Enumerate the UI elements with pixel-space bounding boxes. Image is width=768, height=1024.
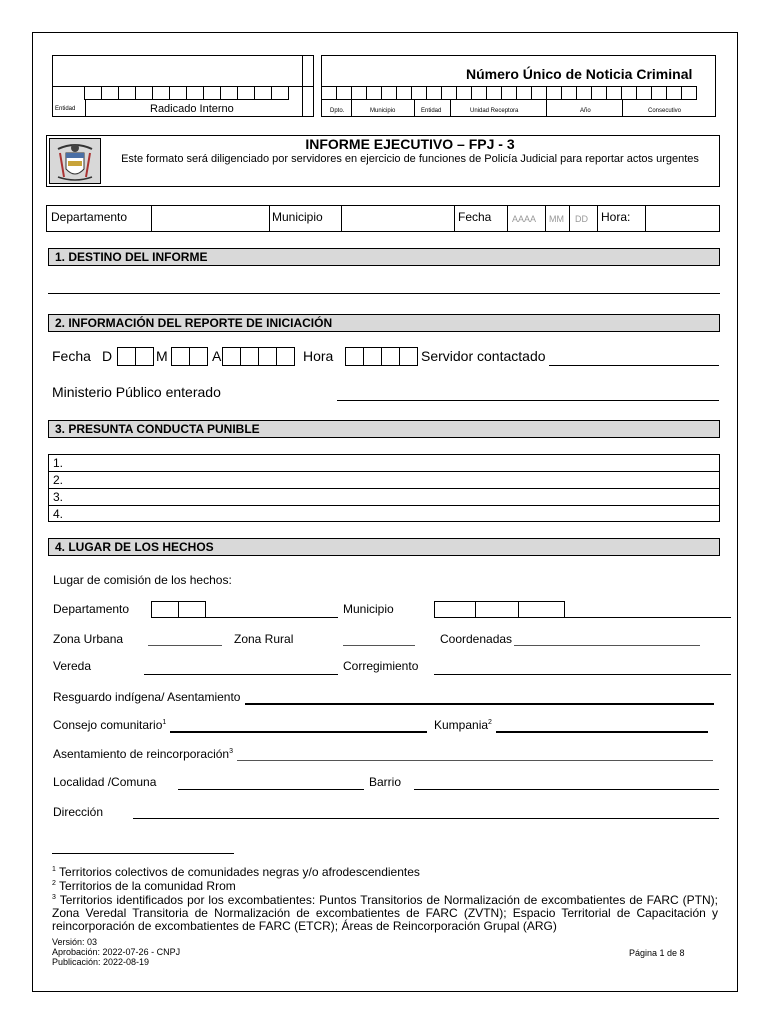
footnote-2-mark: 2 [52,880,56,887]
consejo-label [53,718,166,732]
s2-hora-label: Hora [303,348,334,364]
s2-a-label: A [212,348,222,364]
section-1-header: 1. DESTINO DEL INFORME [48,248,720,266]
lugar-comision-label: Lugar de comisión de los hechos: [53,573,232,587]
destino-input-line[interactable] [48,293,720,294]
consejo-label-text: Consejo comunitario [53,718,163,732]
nunc-title: Número Único de Noticia Criminal [466,66,693,82]
year-field[interactable]: AAAA [512,214,537,224]
s4-departamento-label: Departamento [53,602,130,616]
month-field[interactable]: MM [549,214,564,224]
resguardo-label: Resguardo indígena/ Asentamiento [53,690,241,704]
s2-fecha-label: Fecha [52,348,91,364]
page-number: Página 1 de 8 [629,948,685,958]
conducta-row-3[interactable]: 3. [53,490,64,504]
s2-month-cells[interactable] [171,347,208,366]
nunc-municipio-label: Municipio [370,108,396,114]
servidor-label: Servidor contactado [421,348,546,364]
consejo-input[interactable] [170,731,427,733]
hora-input[interactable] [646,206,719,231]
barrio-label: Barrio [369,775,402,789]
localidad-input[interactable] [178,789,364,790]
departamento-label: Departamento [51,210,128,224]
departamento-input[interactable] [152,206,268,231]
s2-day-cells[interactable] [117,347,154,366]
version-text: Versión: 03 [52,937,98,947]
vereda-input[interactable] [144,674,338,675]
form-subtitle: Este formato será diligenciado por servidores en ejercicio de funciones de Policía Judicial para reportar actos urgentes [121,153,699,165]
radicado-label: Radicado Interno [150,103,234,115]
s4-municipio-cells[interactable] [434,601,565,618]
barrio-input[interactable] [414,789,719,790]
zona-urbana-label: Zona Urbana [53,632,124,646]
footnote-1-text: Territorios colectivos de comunidades negras y/o afrodescendientes [59,865,420,879]
footnote-2-text: Territorios de la comunidad Rrom [59,879,236,893]
day-field[interactable]: DD [575,214,588,224]
nunc-dpto-label: Dpto. [330,108,345,114]
radicado-cells[interactable] [85,86,289,100]
s2-d-label: D [102,348,113,364]
direccion-label: Dirección [53,805,104,819]
s2-m-label: M [156,348,168,364]
form-title: INFORME EJECUTIVO – FPJ - 3 [305,136,515,152]
coordenadas-input[interactable] [514,645,700,646]
s2-hora-cells[interactable] [345,347,418,366]
hora-label: Hora: [601,210,631,224]
nunc-entidad-label: Entidad [421,108,442,114]
zona-urbana-input[interactable] [148,645,222,646]
localidad-label: Localidad /Comuna [53,775,157,789]
section-2-header: 2. INFORMACIÓN DEL REPORTE DE INICIACIÓN [48,314,720,332]
nunc-unidad-label: Unidad Receptora [470,108,519,114]
asentamiento-input[interactable] [237,760,713,761]
vereda-label: Vereda [53,659,92,673]
footnote-ref-1: 1 [162,719,167,726]
s4-municipio-label: Municipio [343,602,394,616]
aprobacion-text: Aprobación: 2022-07-26 - CNPJ [52,947,181,957]
footnote-1-mark: 1 [52,866,56,873]
asentamiento-label [53,747,233,761]
kumpania-label [434,718,492,732]
footnote-3 [52,891,718,933]
coordenadas-label: Coordenadas [440,632,513,646]
footnote-ref-2: 2 [488,719,492,726]
kumpania-label-text: Kumpania [434,718,489,732]
zona-rural-label: Zona Rural [234,632,294,646]
municipio-input[interactable] [342,206,453,231]
asentamiento-label-text: Asentamiento de reincorporación [53,747,230,761]
conducta-row-2[interactable]: 2. [53,473,64,487]
footnote-separator [52,853,234,854]
servidor-input-line[interactable] [549,365,719,366]
s2-year-cells[interactable] [222,347,295,366]
corregimiento-input[interactable] [434,674,731,675]
conducta-row-1[interactable]: 1. [53,456,64,470]
zona-rural-input[interactable] [343,645,415,646]
fecha-label: Fecha [458,210,492,224]
nunc-cells[interactable] [321,86,697,100]
nunc-anio-label: Año [580,108,591,114]
footnote-3-mark: 3 [52,894,56,901]
entidad-label: Entidad [55,106,76,112]
publicacion-text: Publicación: 2022-08-19 [52,957,150,967]
footnote-3-text: Territorios identificados por los excombatientes: Puntos Transitorios de Normalización de excombatientes de FARC (PTN); Zona Veredal Transitoria de Normalización de excombatientes de FARC (ZVTN); Espacio Territorial de Capacitación y reincorporación de excombatientes de FARC (ETCR); Áreas de Reincorporación Grupal (ARG) [52,893,718,933]
corregimiento-label: Corregimiento [343,659,419,673]
ministerio-label: Ministerio Público enterado [52,384,221,400]
nunc-consecutivo-label: Consecutivo [648,108,682,114]
direccion-input[interactable] [133,818,719,819]
section-4-header: 4. LUGAR DE LOS HECHOS [48,538,720,556]
footnote-ref-3: 3 [229,748,234,755]
s4-departamento-cells[interactable] [151,601,206,618]
conducta-row-4[interactable]: 4. [53,507,64,521]
coat-of-arms-logo [49,138,101,184]
ministerio-input-line[interactable] [337,400,719,401]
section-3-header: 3. PRESUNTA CONDUCTA PUNIBLE [48,420,720,438]
municipio-label: Municipio [272,210,323,224]
kumpania-input[interactable] [496,731,708,733]
resguardo-input[interactable] [245,703,714,705]
